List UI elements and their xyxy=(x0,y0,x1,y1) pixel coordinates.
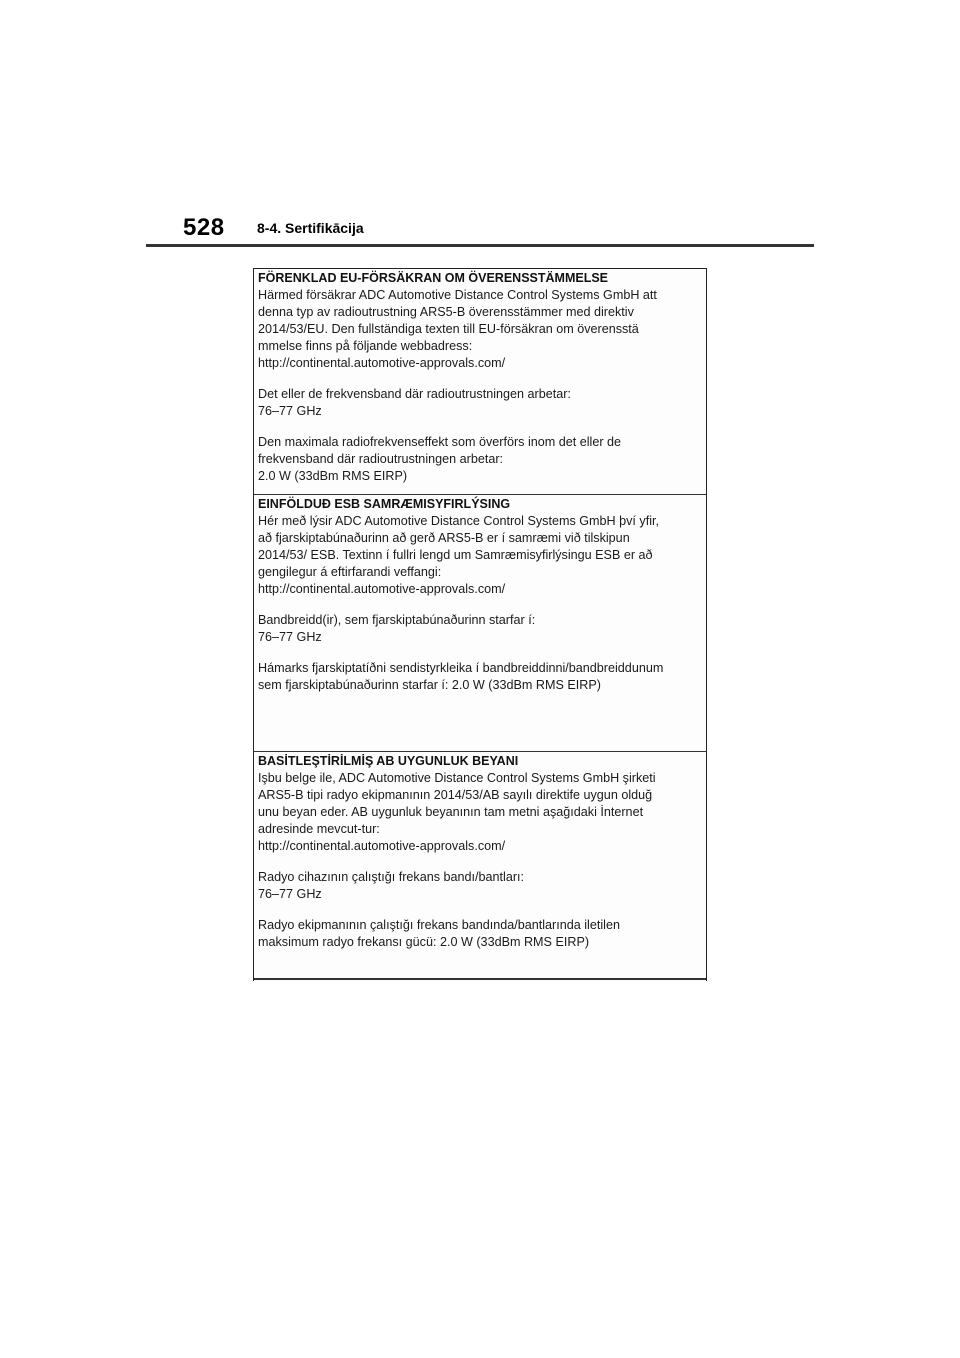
turkish-intro-line: unu beyan eder. AB uygunluk beyanının tam metni aşağıdaki İnternet xyxy=(258,805,644,819)
spacer xyxy=(258,598,702,612)
swedish-intro-line: denna typ av radioutrustning ARS5-B överensstämmer med direktiv xyxy=(258,305,634,319)
turkish-power-line: maksimum radyo frekansı gücü: 2.0 W (33dBm RMS EIRP) xyxy=(258,935,590,949)
icelandic-power-line: Hámarks fjarskiptatíðni sendistyrkleika í bandbreiddinni/bandbreiddunum xyxy=(258,661,664,675)
page-number: 528 xyxy=(183,214,225,241)
spacer xyxy=(258,646,702,660)
turkish-declaration xyxy=(254,751,706,980)
icelandic-url: http://continental.automotive-approvals.com/ xyxy=(258,582,506,596)
icelandic-declaration xyxy=(254,494,706,751)
icelandic-title: EINFÖLDUÐ ESB SAMRÆMISYFIRLÝSING xyxy=(258,497,511,511)
turkish-band-value: 76–77 GHz xyxy=(258,887,322,901)
swedish-intro-line: mmelse finns på följande webbadress: xyxy=(258,339,473,353)
spacer xyxy=(258,420,702,434)
swedish-power-line: frekvensband där radioutrustningen arbetar: xyxy=(258,452,504,466)
turkish-intro-line: Işbu belge ile, ADC Automotive Distance Control Systems GmbH şirketi xyxy=(258,771,656,785)
turkish-title: BASİTLEŞTİRİLMİŞ AB UYGUNLUK BEYANI xyxy=(258,754,519,768)
icelandic-band-value: 76–77 GHz xyxy=(258,630,322,644)
swedish-power-line: Den maximala radiofrekvenseffekt som överförs inom det eller de xyxy=(258,435,622,449)
swedish-declaration xyxy=(254,269,706,493)
turkish-intro-line: ARS5-B tipi radyo ekipmanının 2014/53/AB sayılı direktife uygun olduğ xyxy=(258,788,653,802)
spacer xyxy=(258,855,702,869)
swedish-power-line: 2.0 W (33dBm RMS EIRP) xyxy=(258,469,408,483)
section-title: 8-4. Sertifikācija xyxy=(257,220,364,236)
icelandic-intro-line: Hér með lýsir ADC Automotive Distance Control Systems GmbH því yfir, xyxy=(258,514,660,528)
swedish-intro-line: 2014/53/EU. Den fullständiga texten till EU-försäkran om överensstä xyxy=(258,322,639,336)
swedish-intro-line: Härmed försäkrar ADC Automotive Distance Control Systems GmbH att xyxy=(258,288,657,302)
swedish-band-value: 76–77 GHz xyxy=(258,404,322,418)
turkish-power-line: Radyo ekipmanının çalıştığı frekans bandında/bantlarında iletilen xyxy=(258,918,620,932)
swedish-band-label: Det eller de frekvensband där radioutrustningen arbetar: xyxy=(258,387,571,401)
icelandic-intro-line: gengilegur á eftirfarandi veffangi: xyxy=(258,565,442,579)
bottom-rule xyxy=(254,978,706,980)
spacer xyxy=(258,903,702,917)
icelandic-band-label: Bandbreidd(ir), sem fjarskiptabúnaðurinn starfar í: xyxy=(258,613,536,627)
icelandic-intro-line: að fjarskiptabúnaðurinn að gerð ARS5-B er í samræmi við tilskipun xyxy=(258,531,630,545)
icelandic-power-line: sem fjarskiptabúnaðurinn starfar í: 2.0 W (33dBm RMS EIRP) xyxy=(258,678,601,692)
declaration-scan xyxy=(253,268,707,981)
turkish-intro-line: adresinde mevcut-tur: xyxy=(258,822,380,836)
spacer xyxy=(258,372,702,386)
swedish-title: FÖRENKLAD EU-FÖRSÄKRAN OM ÖVERENSSTÄMMELSE xyxy=(258,271,609,285)
turkish-url: http://continental.automotive-approvals.com/ xyxy=(258,839,506,853)
swedish-url: http://continental.automotive-approvals.com/ xyxy=(258,356,506,370)
icelandic-intro-line: 2014/53/ ESB. Textinn í fullri lengd um Samræmisyfirlýsingu ESB er að xyxy=(258,548,653,562)
turkish-band-label: Radyo cihazının çalıştığı frekans bandı/bantları: xyxy=(258,870,525,884)
header-rule xyxy=(146,244,814,247)
